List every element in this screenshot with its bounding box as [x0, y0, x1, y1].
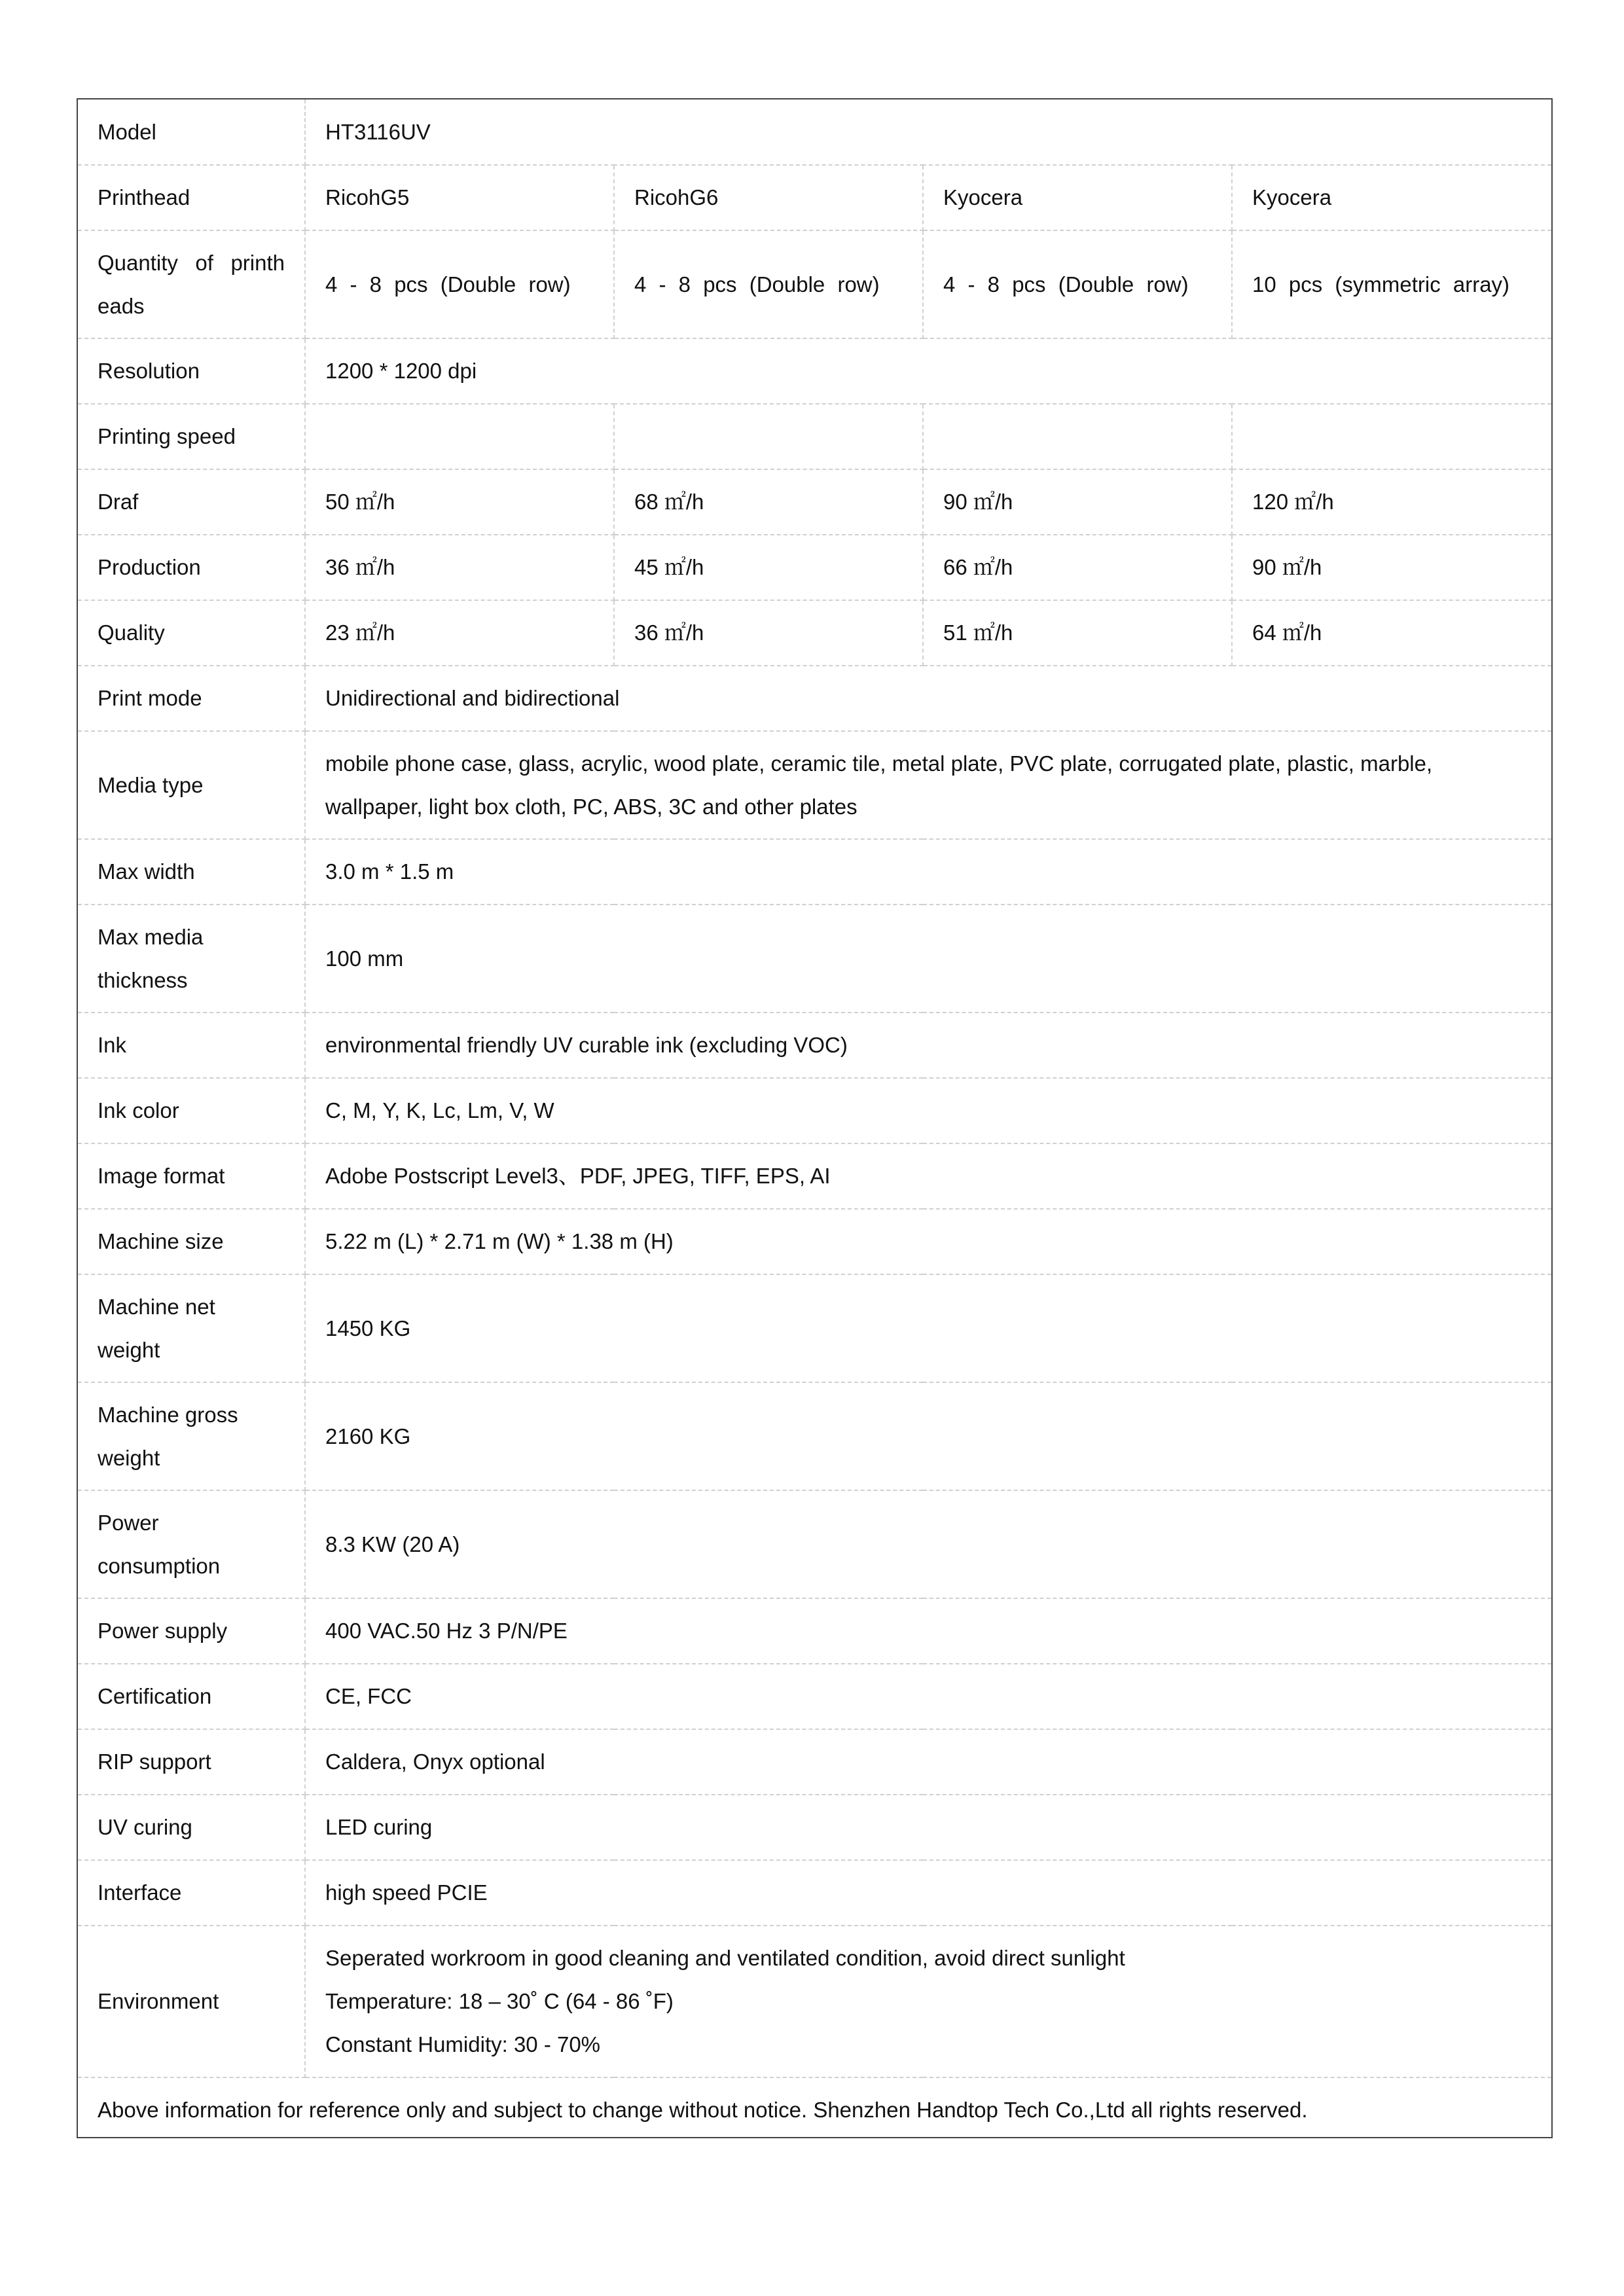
spec-sheet [77, 98, 1553, 2138]
value-draf-1: 50 ㎡/h [305, 469, 614, 535]
empty-cell [305, 404, 614, 469]
row-production [78, 535, 1551, 600]
value-quantity-1: 4 - 8 pcs (Double row) [305, 230, 614, 338]
row-environment [78, 1926, 1551, 2077]
value-machine-net-weight: 1450 KG [305, 1274, 1551, 1382]
value-draf-4: 120 ㎡/h [1232, 469, 1551, 535]
row-printhead [78, 165, 1551, 230]
value-quantity-4: 10 pcs (symmetric array) [1232, 230, 1551, 338]
value-machine-gross-weight: 2160 KG [305, 1382, 1551, 1490]
value-media-type-line1: mobile phone case, glass, acrylic, wood plate, ceramic tile, metal plate, PVC plate, corrugated plate, plastic, marble, [325, 751, 1433, 776]
value-ink-color: C, M, Y, K, Lc, Lm, V, W [305, 1078, 1551, 1143]
label-media-type: Media type [78, 731, 305, 839]
value-max-width: 3.0 m * 1.5 m [305, 839, 1551, 905]
value-resolution: 1200 * 1200 dpi [305, 338, 1551, 404]
row-rip-support [78, 1729, 1551, 1795]
value-media-type-line2: wallpaper, light box cloth, PC, ABS, 3C and other plates [325, 794, 857, 819]
value-quality-3: 51 ㎡/h [923, 600, 1232, 666]
label-machine-gross-weight-line2: weight [98, 1445, 160, 1470]
label-max-media-thickness-line1: Max media [98, 924, 204, 949]
value-ink: environmental friendly UV curable ink (excluding VOC) [305, 1013, 1551, 1078]
value-uv-curing: LED curing [305, 1795, 1551, 1860]
row-machine-net-weight [78, 1274, 1551, 1382]
label-machine-net-weight-line1: Machine net [98, 1294, 215, 1319]
value-quality-2: 36 ㎡/h [614, 600, 923, 666]
label-power-consumption [78, 1490, 305, 1598]
row-footer [78, 2077, 1551, 2142]
value-production-4: 90 ㎡/h [1232, 535, 1551, 600]
row-media-type [78, 731, 1551, 839]
value-max-media-thickness: 100 mm [305, 905, 1551, 1013]
spec-table [78, 99, 1551, 2142]
label-machine-gross-weight [78, 1382, 305, 1490]
footer-note: Above information for reference only and subject to change without notice. Shenzhen Handtop Tech Co.,Ltd all rights reserved. [98, 2097, 1308, 2122]
value-model: HT3116UV [305, 99, 1551, 165]
label-quantity-line2: eads [98, 293, 145, 318]
row-printing-speed [78, 404, 1551, 469]
label-quantity [78, 230, 305, 338]
value-power-supply: 400 VAC.50 Hz 3 P/N/PE [305, 1598, 1551, 1664]
value-environment [305, 1926, 1551, 2077]
row-power-supply [78, 1598, 1551, 1664]
row-uv-curing [78, 1795, 1551, 1860]
label-printing-speed: Printing speed [78, 404, 305, 469]
value-production-2: 45 ㎡/h [614, 535, 923, 600]
label-quantity-line1: Quantity of printh [98, 250, 285, 275]
label-power-consumption-line2: consumption [98, 1553, 221, 1578]
value-printhead-3: Kyocera [923, 165, 1232, 230]
value-environment-line1: Seperated workroom in good cleaning and ventilated condition, avoid direct sunlight [325, 1946, 1125, 1970]
value-production-1: 36 ㎡/h [305, 535, 614, 600]
label-resolution: Resolution [78, 338, 305, 404]
row-interface [78, 1860, 1551, 1926]
label-machine-net-weight [78, 1274, 305, 1382]
value-draf-2: 68 ㎡/h [614, 469, 923, 535]
row-max-width [78, 839, 1551, 905]
label-image-format: Image format [78, 1143, 305, 1209]
value-quantity-3: 4 - 8 pcs (Double row) [923, 230, 1232, 338]
row-quality [78, 600, 1551, 666]
value-print-mode: Unidirectional and bidirectional [305, 666, 1551, 731]
label-interface: Interface [78, 1860, 305, 1926]
value-interface: high speed PCIE [305, 1860, 1551, 1926]
value-power-consumption: 8.3 KW (20 A) [305, 1490, 1551, 1598]
value-printhead-2: RicohG6 [614, 165, 923, 230]
row-machine-gross-weight [78, 1382, 1551, 1490]
value-media-type [305, 731, 1551, 839]
label-environment: Environment [78, 1926, 305, 2077]
label-rip-support: RIP support [78, 1729, 305, 1795]
row-image-format [78, 1143, 1551, 1209]
value-quantity-2: 4 - 8 pcs (Double row) [614, 230, 923, 338]
label-print-mode: Print mode [78, 666, 305, 731]
label-ink-color: Ink color [78, 1078, 305, 1143]
label-uv-curing: UV curing [78, 1795, 305, 1860]
label-machine-net-weight-line2: weight [98, 1337, 160, 1362]
row-model [78, 99, 1551, 165]
row-machine-size [78, 1209, 1551, 1274]
value-draf-3: 90 ㎡/h [923, 469, 1232, 535]
row-certification [78, 1664, 1551, 1729]
value-production-3: 66 ㎡/h [923, 535, 1232, 600]
value-printhead-4: Kyocera [1232, 165, 1551, 230]
row-ink-color [78, 1078, 1551, 1143]
row-resolution [78, 338, 1551, 404]
empty-cell [923, 404, 1232, 469]
label-power-consumption-line1: Power [98, 1510, 159, 1535]
label-production: Production [78, 535, 305, 600]
label-model: Model [78, 99, 305, 165]
label-power-supply: Power supply [78, 1598, 305, 1664]
value-quality-1: 23 ㎡/h [305, 600, 614, 666]
label-quality: Quality [78, 600, 305, 666]
value-printhead-1: RicohG5 [305, 165, 614, 230]
row-ink [78, 1013, 1551, 1078]
label-max-width: Max width [78, 839, 305, 905]
empty-cell [1232, 404, 1551, 469]
label-printhead: Printhead [78, 165, 305, 230]
label-max-media-thickness [78, 905, 305, 1013]
value-quality-4: 64 ㎡/h [1232, 600, 1551, 666]
label-machine-gross-weight-line1: Machine gross [98, 1402, 238, 1427]
label-ink: Ink [78, 1013, 305, 1078]
label-draf: Draf [78, 469, 305, 535]
empty-cell [614, 404, 923, 469]
row-draf [78, 469, 1551, 535]
row-print-mode [78, 666, 1551, 731]
row-quantity [78, 230, 1551, 338]
value-rip-support: Caldera, Onyx optional [305, 1729, 1551, 1795]
label-certification: Certification [78, 1664, 305, 1729]
label-max-media-thickness-line2: thickness [98, 967, 188, 992]
value-image-format: Adobe Postscript Level3、PDF, JPEG, TIFF, EPS, AI [305, 1143, 1551, 1209]
row-power-consumption [78, 1490, 1551, 1598]
label-machine-size: Machine size [78, 1209, 305, 1274]
value-environment-line3: Constant Humidity: 30 - 70% [325, 2032, 601, 2056]
value-environment-line2: Temperature: 18 – 30˚ C (64 - 86 ˚F) [325, 1989, 674, 2013]
row-max-media-thickness [78, 905, 1551, 1013]
value-machine-size: 5.22 m (L) * 2.71 m (W) * 1.38 m (H) [305, 1209, 1551, 1274]
value-certification: CE, FCC [305, 1664, 1551, 1729]
